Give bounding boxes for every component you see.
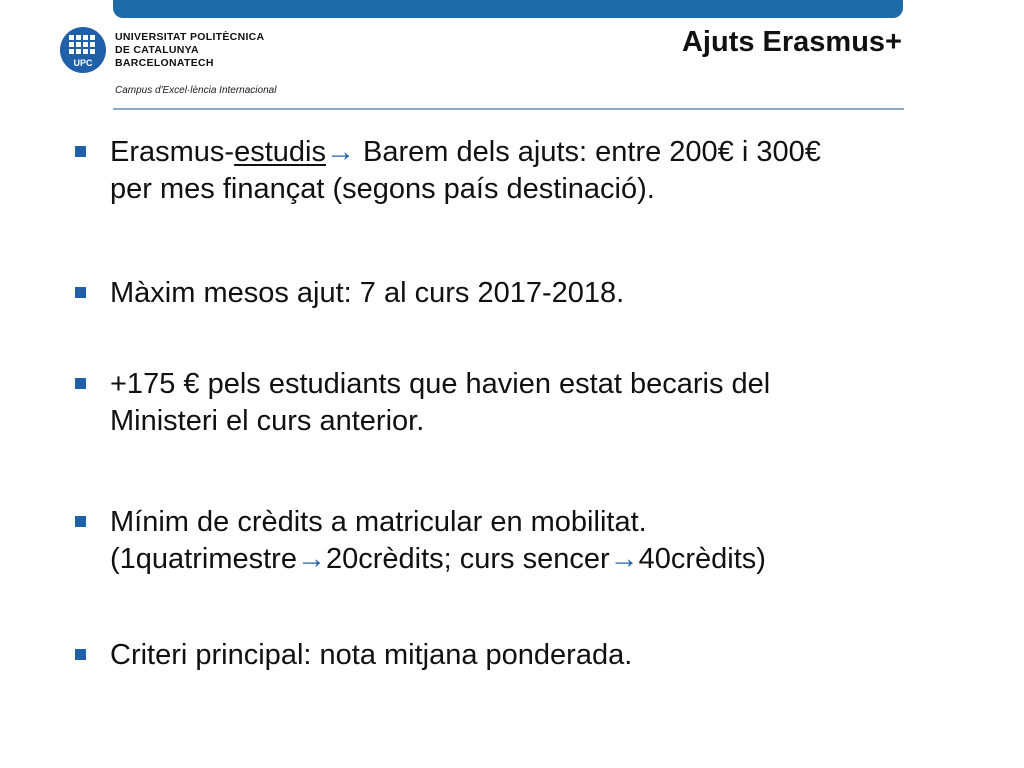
bullet-text-part: Erasmus- bbox=[110, 136, 235, 168]
square-bullet-icon bbox=[75, 146, 86, 157]
square-bullet-icon bbox=[75, 378, 86, 389]
bullet-text-part: 20crèdits; curs sencer bbox=[325, 543, 610, 575]
bullet-text: Criteri principal: nota mitjana ponderada. bbox=[110, 639, 633, 671]
campus-tagline: Campus d'Excel·lència Internacional bbox=[115, 85, 277, 96]
logo-text: UPC bbox=[73, 58, 93, 68]
arrow-right-icon: → bbox=[609, 543, 639, 575]
bullet-text-part: 40crèdits) bbox=[638, 543, 766, 575]
university-line-2: DE CATALUNYA bbox=[115, 44, 199, 56]
bullet-text-part: (1quatrimestre bbox=[110, 543, 297, 575]
university-line-3: BARCELONATECH bbox=[115, 57, 214, 69]
arrow-right-icon: → bbox=[296, 543, 326, 575]
top-bar bbox=[113, 0, 903, 18]
bullet-text-line1: Mínim de crèdits a matricular en mobilitat. bbox=[110, 506, 647, 538]
slide-title: Ajuts Erasmus+ bbox=[681, 26, 902, 58]
bullet-text bbox=[110, 366, 960, 440]
bullet-text bbox=[110, 134, 960, 208]
bullet-text-underlined: estudis bbox=[234, 136, 326, 168]
square-bullet-icon bbox=[75, 287, 86, 298]
square-bullet-icon bbox=[75, 516, 86, 527]
header-divider bbox=[113, 108, 904, 110]
upc-logo-icon bbox=[60, 27, 106, 73]
bullet-text: Màxim mesos ajut: 7 al curs 2017-2018. bbox=[110, 277, 625, 309]
university-line-1: UNIVERSITAT POLITÈCNICA bbox=[115, 31, 265, 43]
arrow-right-icon: → bbox=[325, 136, 355, 168]
university-name bbox=[115, 31, 264, 70]
bullet-text-line1: +175 € pels estudiants que havien estat becaris del bbox=[110, 368, 771, 400]
bullet-text-line2: Ministeri el curs anterior. bbox=[110, 405, 425, 437]
bullet-text-part: Barem dels ajuts: entre 200€ i 300€ bbox=[354, 136, 821, 168]
square-bullet-icon bbox=[75, 649, 86, 660]
bullet-text bbox=[110, 504, 960, 578]
bullet-text-line2: per mes finançat (segons país destinació). bbox=[110, 173, 655, 205]
